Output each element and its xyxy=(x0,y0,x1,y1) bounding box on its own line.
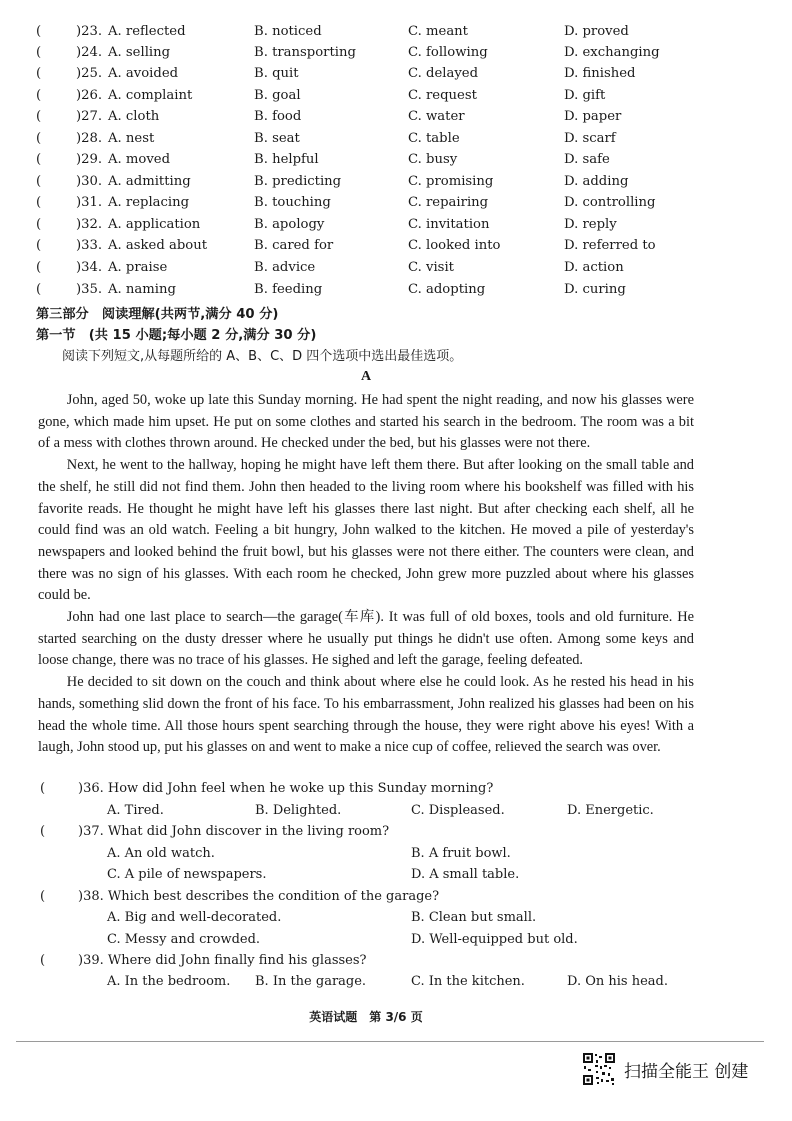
answer-paren: ( xyxy=(40,824,46,839)
answer-paren: ( xyxy=(36,45,42,60)
scanner-watermark xyxy=(582,1052,748,1086)
option-d: D. referred to xyxy=(564,238,656,253)
option-d: D. safe xyxy=(564,152,610,167)
question-num: )23. xyxy=(76,24,103,39)
option-d: D. controlling xyxy=(564,195,656,210)
option-a: A. reflected xyxy=(108,24,186,39)
question-num: )26. xyxy=(76,88,103,103)
question-num: )30. xyxy=(76,174,103,189)
option-c: C. invitation xyxy=(408,217,490,232)
option-c: C. meant xyxy=(408,24,468,39)
option-c: C. request xyxy=(408,88,477,103)
option-c: C. busy xyxy=(408,152,458,167)
answer-paren: ( xyxy=(40,889,46,904)
option-a: A. moved xyxy=(108,152,171,167)
cloze-row xyxy=(36,217,756,238)
answer-paren: ( xyxy=(36,217,42,232)
question-options xyxy=(107,910,727,930)
question-stem: )37. What did John discover in the living room? xyxy=(78,824,390,839)
option-c: C. A pile of newspapers. xyxy=(107,867,267,882)
cloze-row xyxy=(36,66,756,87)
answer-paren: ( xyxy=(36,24,42,39)
question-stem: )38. Which best describes the condition of the garage? xyxy=(78,889,440,904)
question-options xyxy=(107,932,727,952)
option-d: D. scarf xyxy=(564,131,616,146)
question-num: )27. xyxy=(76,109,103,124)
option-a: A. cloth xyxy=(108,109,160,124)
option-a: A. praise xyxy=(108,260,168,275)
question-num: )29. xyxy=(76,152,103,167)
option-a: A. admitting xyxy=(108,174,191,189)
answer-paren: ( xyxy=(36,282,42,297)
question-num: )24. xyxy=(76,45,103,60)
option-a: A. application xyxy=(108,217,201,232)
option-b: B. goal xyxy=(254,88,301,103)
option-d: D. finished xyxy=(564,66,636,81)
option-b: B. seat xyxy=(254,131,300,146)
question-num: )31. xyxy=(76,195,103,210)
question-stem: )36. How did John feel when he woke up this Sunday morning? xyxy=(78,781,494,796)
cloze-row xyxy=(36,260,756,281)
answer-paren: ( xyxy=(36,238,42,253)
option-c: C. delayed xyxy=(408,66,479,81)
option-a: A. An old watch. xyxy=(107,846,215,861)
option-d: D. gift xyxy=(564,88,606,103)
cloze-row xyxy=(36,282,756,303)
passage-paragraph: John, aged 50, woke up late this Sunday morning. He had spent the night reading, and now his glasses were gone, which made him upset. He put on some clothes and started his search in the bedroom. The room was a bit of a mess with clothes thrown around. He checked under the bed, but his glasses were not there. xyxy=(38,392,694,452)
answer-paren: ( xyxy=(36,152,42,167)
answer-paren: ( xyxy=(40,781,46,796)
question-stem: )39. Where did John finally find his glasses? xyxy=(78,953,367,968)
answer-paren: ( xyxy=(36,66,42,81)
option-b: B. helpful xyxy=(254,152,319,167)
option-d: D. A small table. xyxy=(411,867,520,882)
answer-paren: ( xyxy=(36,195,42,210)
answer-paren: ( xyxy=(36,88,42,103)
subsection-heading: 第一节 (共 15 小题;每小题 2 分,满分 30 分) xyxy=(36,328,317,343)
question-num: )32. xyxy=(76,217,103,232)
answer-paren: ( xyxy=(40,953,46,968)
option-b: B. In the garage. xyxy=(255,974,367,989)
option-b: B. A fruit bowl. xyxy=(411,846,511,861)
option-a: A. Big and well-decorated. xyxy=(107,910,282,925)
cloze-row xyxy=(36,174,756,195)
passage-paragraph: Next, he went to the hallway, hoping he might have left them there. But after looking on the small table and the shelf, he still did not find them. John then headed to the living room where his bookshelf was filled with his favorite reads. He thought he might have left his glasses there last night. But after checking each shelf, all he could find was an old watch. Feeling a bit hungry, John walked to the kitchen. He moved a pile of yesterday's newspapers and looked behind the fruit bowl, but his glasses were not there either. The counters were clean, and there was no sign of his glasses. With each room he checked, John grew more puzzled about where his glasses could be. xyxy=(38,457,694,604)
option-b: B. predicting xyxy=(254,174,342,189)
option-b: B. apology xyxy=(254,217,325,232)
option-b: B. Delighted. xyxy=(255,803,342,818)
option-d: D. On his head. xyxy=(567,974,668,989)
passage-paragraph: John had one last place to search—the garage(车库). It was full of old boxes, tools and old furniture. He started searching on the dusty dresser where he usually put things he didn't use often. Among some keys and loose change, there was no trace of his glasses. He sighed and left the garage, feeling defeated. xyxy=(38,609,694,669)
option-d: D. Energetic. xyxy=(567,803,654,818)
option-d: D. adding xyxy=(564,174,629,189)
option-b: B. transporting xyxy=(254,45,356,60)
option-a: A. selling xyxy=(108,45,171,60)
option-a: A. avoided xyxy=(108,66,179,81)
cloze-row xyxy=(36,45,756,66)
option-d: D. action xyxy=(564,260,624,275)
cloze-row xyxy=(36,238,756,259)
option-c: C. In the kitchen. xyxy=(411,974,525,989)
option-a: A. naming xyxy=(108,282,176,297)
question-options xyxy=(107,867,727,887)
option-a: A. replacing xyxy=(108,195,190,210)
answer-paren: ( xyxy=(36,260,42,275)
answer-paren: ( xyxy=(36,131,42,146)
cloze-row xyxy=(36,24,756,45)
passage-paragraph: He decided to sit down on the couch and think about where else he could look. As he rested his head in his hands, something slid down the front of his face. To his embarrassment, John realized his glasses had been on his head the whole time. All those hours spent searching through the house, they were right above his eyes! With a laugh, John stood up, put his glasses on and went to make a nice cup of coffee, relieved the search was over. xyxy=(38,674,694,756)
question-num: )35. xyxy=(76,282,103,297)
option-b: B. cared for xyxy=(254,238,334,253)
option-c: C. visit xyxy=(408,260,454,275)
option-d: D. Well-equipped but old. xyxy=(411,932,578,947)
option-c: C. Displeased. xyxy=(411,803,505,818)
instruction-text: 阅读下列短文,从每题所给的 A、B、C、D 四个选项中选出最佳选项。 xyxy=(62,349,463,364)
option-c: C. following xyxy=(408,45,488,60)
option-b: B. food xyxy=(254,109,302,124)
question-options xyxy=(107,974,727,994)
option-b: B. touching xyxy=(254,195,331,210)
option-b: B. feeding xyxy=(254,282,323,297)
option-c: C. looked into xyxy=(408,238,501,253)
option-a: A. In the bedroom. xyxy=(107,974,231,989)
option-a: A. complaint xyxy=(108,88,193,103)
watermark-text: 扫描全能王 创建 xyxy=(624,1061,749,1082)
option-d: D. exchanging xyxy=(564,45,660,60)
option-c: C. adopting xyxy=(408,282,486,297)
cloze-row xyxy=(36,109,756,130)
cloze-row xyxy=(36,195,756,216)
option-c: C. promising xyxy=(408,174,494,189)
option-a: A. asked about xyxy=(108,238,208,253)
option-d: D. reply xyxy=(564,217,617,232)
option-c: C. water xyxy=(408,109,465,124)
cloze-row xyxy=(36,88,756,109)
option-d: D. paper xyxy=(564,109,622,124)
cloze-row xyxy=(36,152,756,173)
footer-divider xyxy=(16,1041,764,1042)
reading-passage xyxy=(38,390,694,759)
option-b: B. Clean but small. xyxy=(411,910,537,925)
question-num: )25. xyxy=(76,66,103,81)
question-num: )34. xyxy=(76,260,103,275)
option-c: C. Messy and crowded. xyxy=(107,932,261,947)
question-num: )33. xyxy=(76,238,103,253)
question-options xyxy=(107,803,727,823)
option-c: C. table xyxy=(408,131,460,146)
option-a: A. Tired. xyxy=(107,803,164,818)
option-b: B. noticed xyxy=(254,24,322,39)
answer-paren: ( xyxy=(36,109,42,124)
option-d: D. proved xyxy=(564,24,629,39)
question-options xyxy=(107,846,727,866)
page-footer: 英语试题 第 3/6 页 xyxy=(309,1010,423,1024)
answer-paren: ( xyxy=(36,174,42,189)
option-a: A. nest xyxy=(108,131,155,146)
cloze-row xyxy=(36,131,756,152)
section-heading: 第三部分 阅读理解(共两节,满分 40 分) xyxy=(36,307,279,322)
question-num: )28. xyxy=(76,131,103,146)
option-c: C. repairing xyxy=(408,195,489,210)
passage-title: A xyxy=(360,369,372,384)
qr-code-icon xyxy=(582,1052,616,1086)
option-d: D. curing xyxy=(564,282,626,297)
option-b: B. quit xyxy=(254,66,299,81)
option-b: B. advice xyxy=(254,260,316,275)
